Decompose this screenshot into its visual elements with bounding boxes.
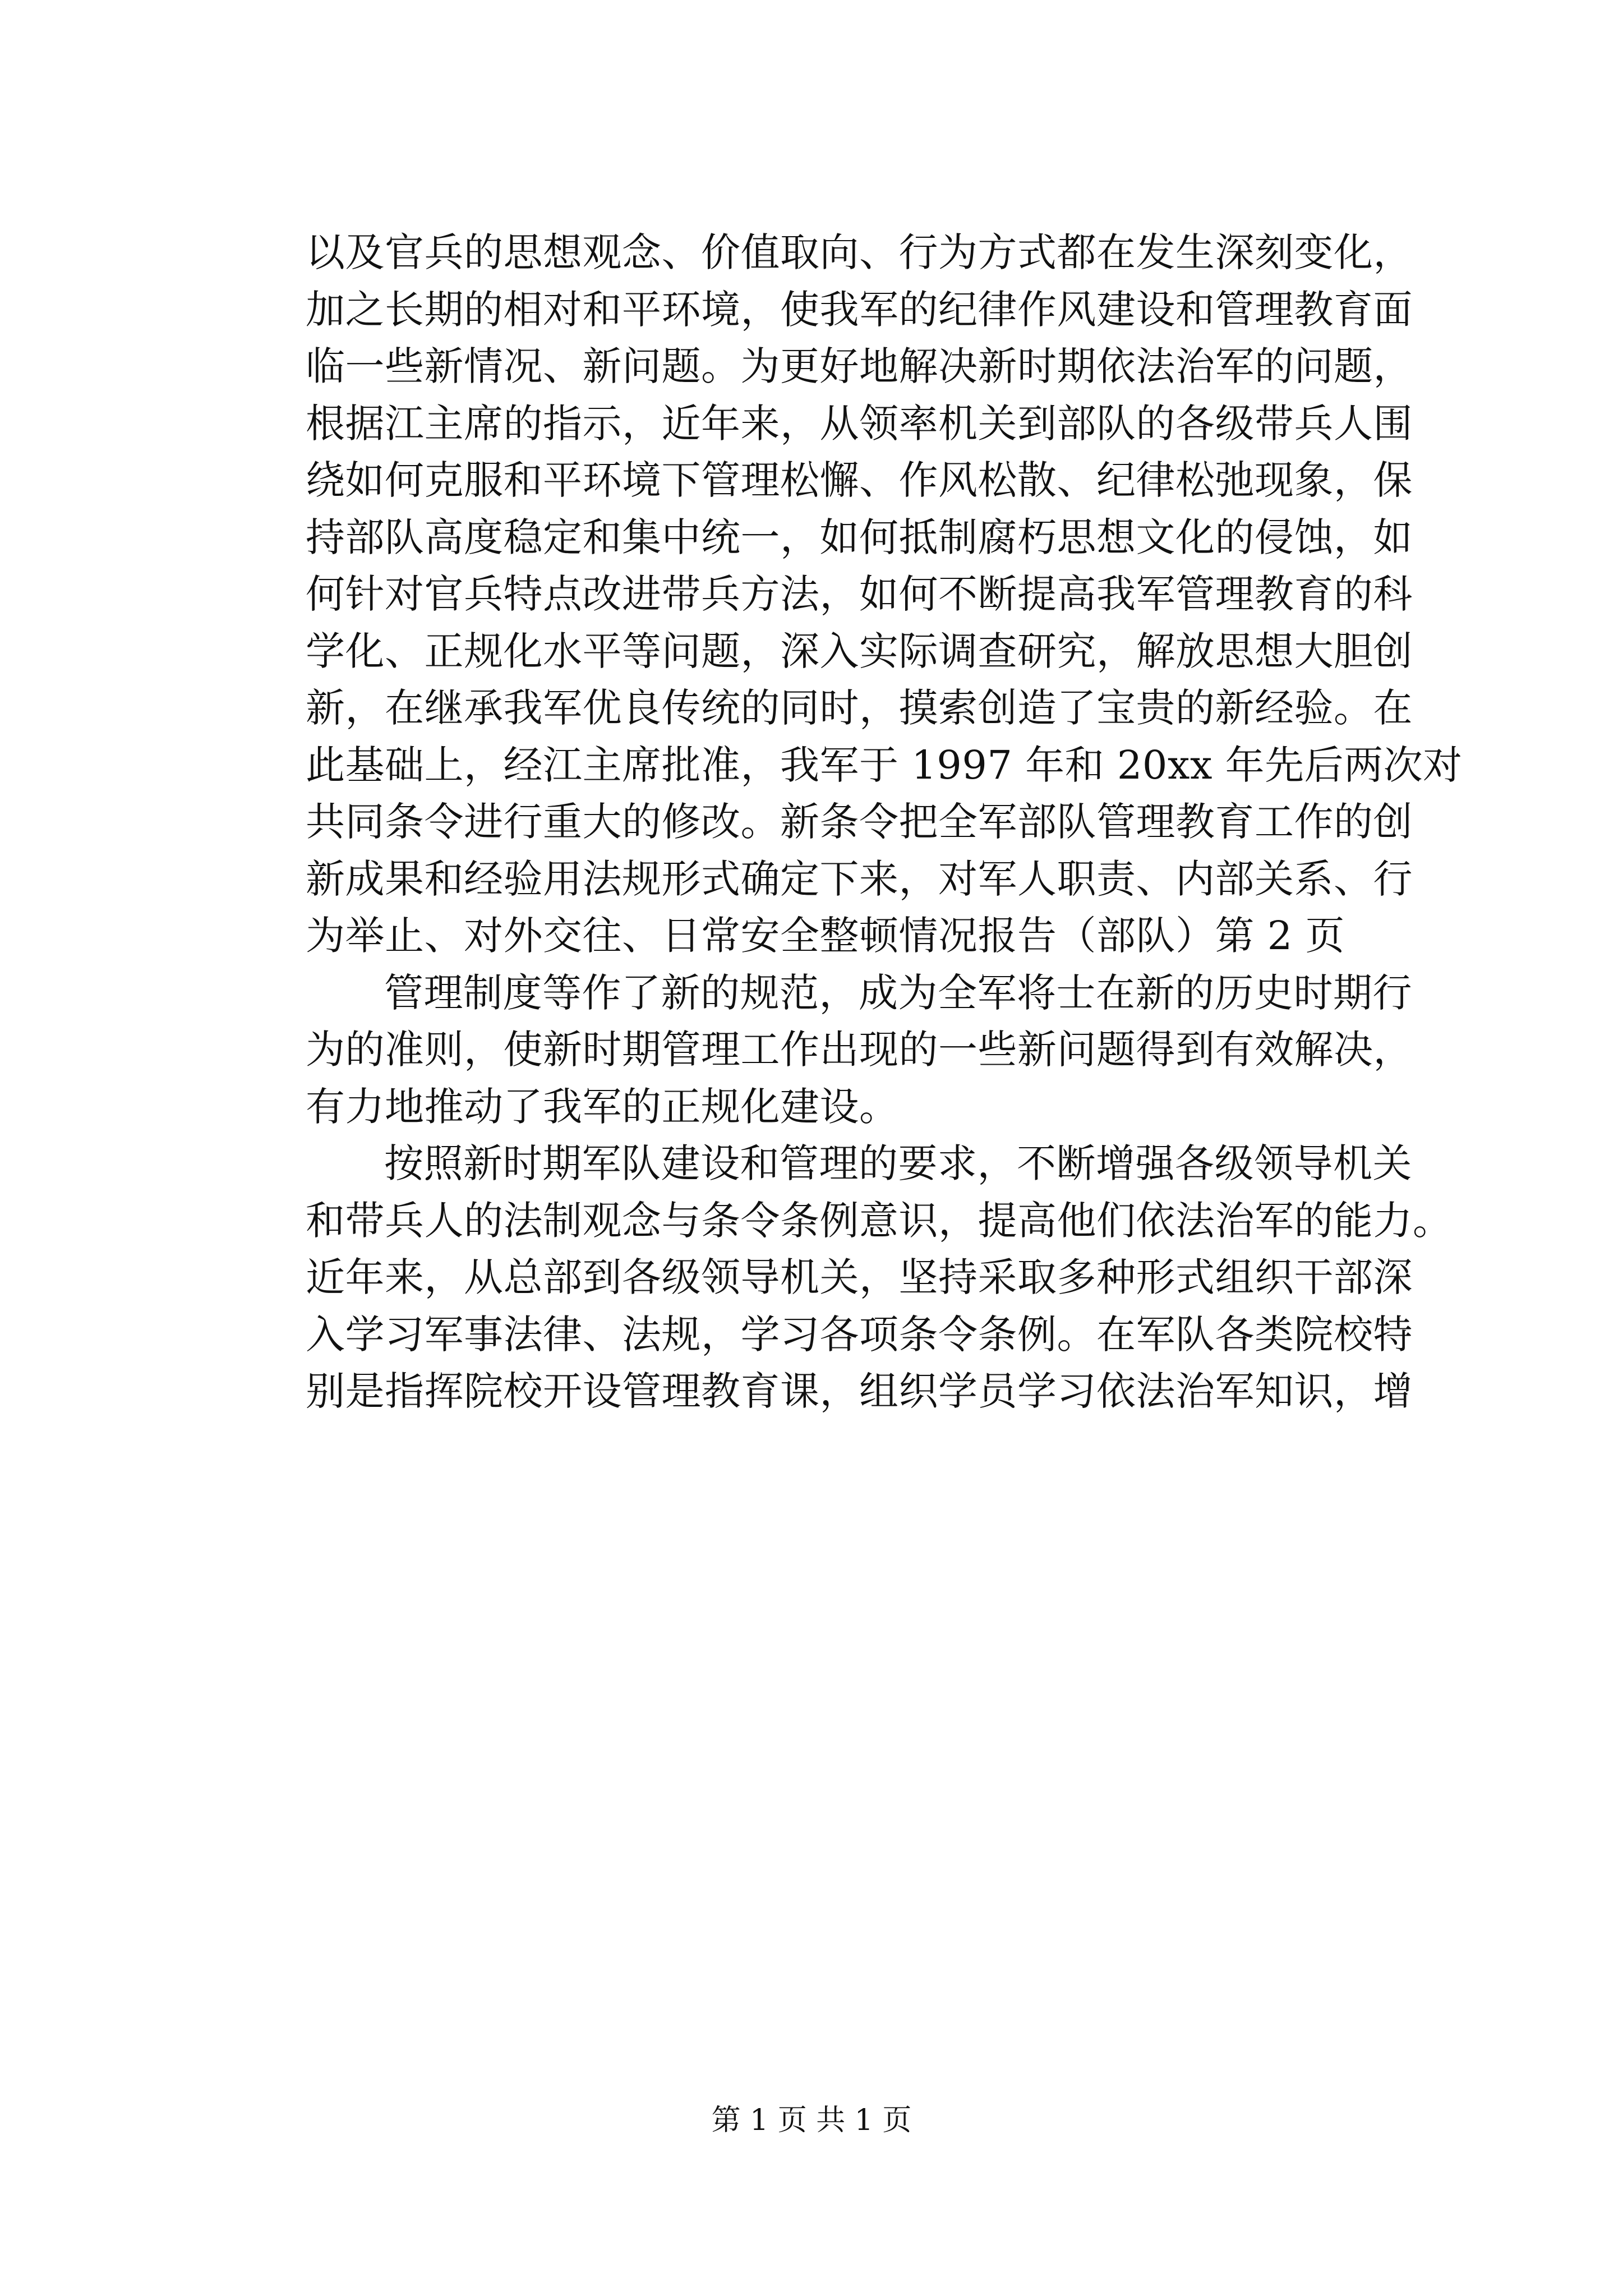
text-line: 入学习军事法律、法规，学习各项条令条例。在军队各类院校特 [306, 1311, 1413, 1358]
paragraph-2 [306, 965, 1422, 1136]
page-footer [0, 2101, 1623, 2140]
page-number-label: 第 1 页 共 1 页 [711, 2104, 912, 2137]
text-line: 有力地推动了我军的正规化建设。 [306, 1083, 899, 1130]
text-line: 以及官兵的思想观念、价值取向、行为方式都在发生深刻变化， [306, 229, 1413, 275]
text-line: 为的准则，使新时期管理工作出现的一些新问题得到有效解决， [306, 1027, 1413, 1073]
text-line: 临一些新情况、新问题。为更好地解决新时期依法治军的问题， [306, 343, 1413, 389]
text-line: 根据江主席的指示，近年来，从领率机关到部队的各级带兵人围 [306, 400, 1413, 447]
text-line: 按照新时期军队建设和管理的要求，不断增强各级领导机关 [384, 1140, 1412, 1186]
text-line: 绕如何克服和平环境下管理松懈、作风松散、纪律松弛现象，保 [306, 457, 1413, 503]
text-line: 为举止、对外交往、日常安全整顿情况报告（部队）第 2 页 [306, 913, 1345, 959]
text-line: 持部队高度稳定和集中统一，如何抵制腐朽思想文化的侵蚀，如 [306, 514, 1413, 560]
text-line: 管理制度等作了新的规范，成为全军将士在新的历史时期行 [384, 969, 1412, 1016]
text-line: 此基础上，经江主席批准，我军于 1997 年和 20xx 年先后两次对 [306, 742, 1463, 788]
text-line: 加之长期的相对和平环境，使我军的纪律作风建设和管理教育面 [306, 286, 1413, 333]
text-line: 别是指挥院校开设管理教育课，组织学员学习依法治军知识，增 [306, 1368, 1413, 1414]
body-text [306, 224, 1463, 1420]
text-line: 共同条令进行重大的修改。新条令把全军部队管理教育工作的创 [306, 799, 1413, 845]
text-line: 新成果和经验用法规形式确定下来，对军人职责、内部关系、行 [306, 855, 1413, 902]
text-line: 和带兵人的法制观念与条令条例意识，提高他们依法治军的能力。 [306, 1197, 1453, 1244]
text-line: 学化、正规化水平等问题，深入实际调查研究，解放思想大胆创 [306, 628, 1413, 674]
text-line: 何针对官兵特点改进带兵方法，如何不断提高我军管理教育的科 [306, 571, 1413, 617]
text-line: 近年来，从总部到各级领导机关，坚持采取多种形式组织干部深 [306, 1254, 1413, 1300]
text-line: 新，在继承我军优良传统的同时，摸索创造了宝贵的新经验。在 [306, 685, 1413, 731]
paragraph-3 [306, 1135, 1453, 1420]
paragraph-1 [306, 224, 1463, 965]
